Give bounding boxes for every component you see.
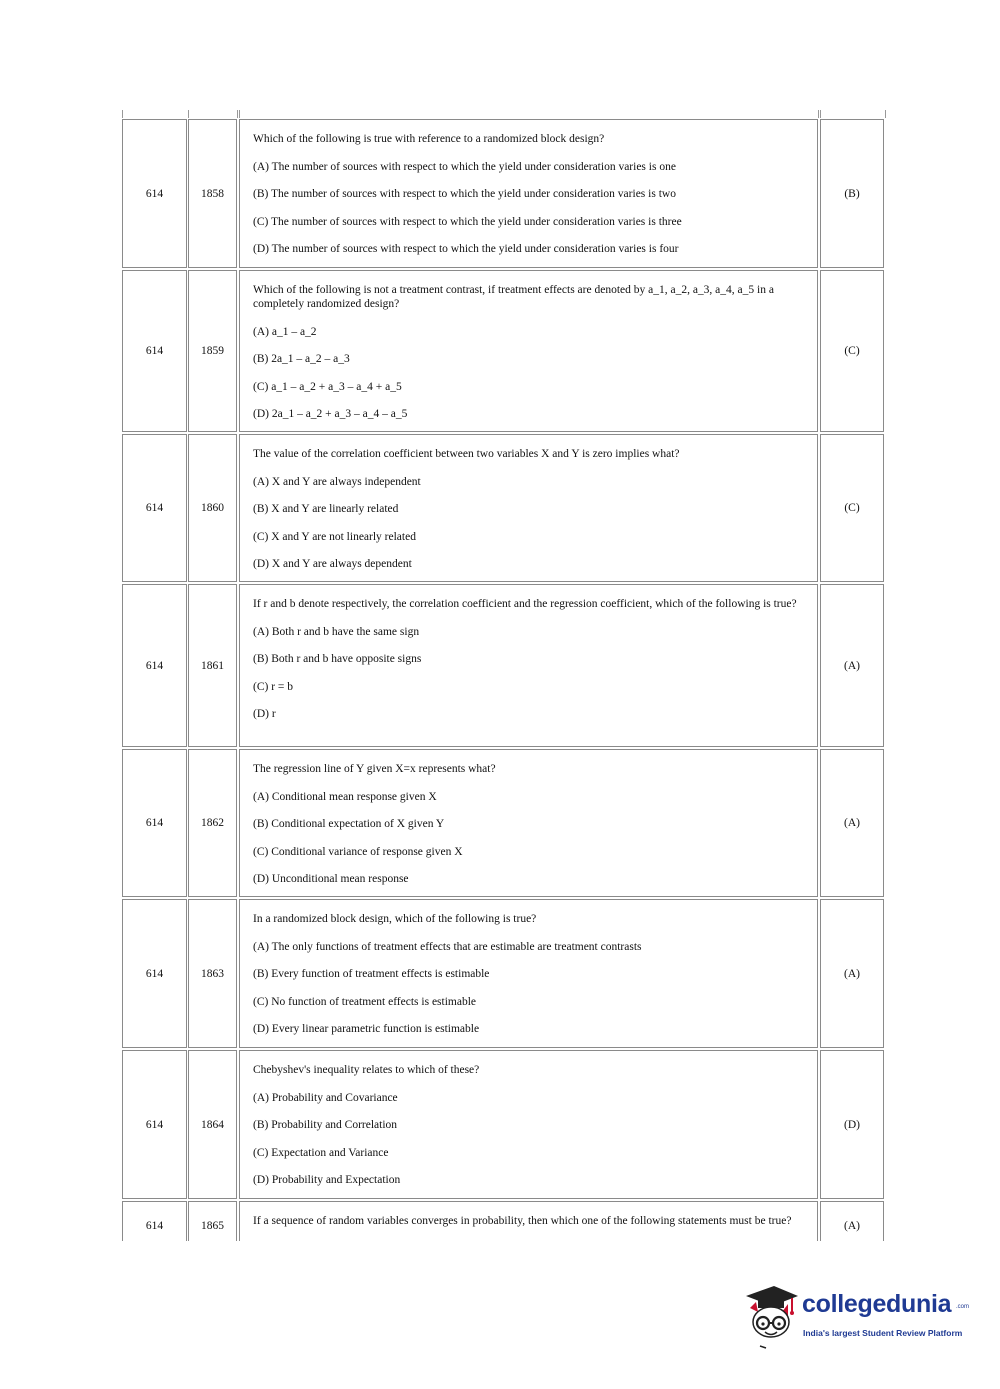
- option-a: (A) Both r and b have the same sign: [253, 625, 420, 638]
- option-a: (A) Conditional mean response given X: [253, 790, 437, 803]
- option-b: (B) Conditional expectation of X given Y: [253, 818, 445, 830]
- question-number-cell: 1861: [188, 584, 237, 747]
- question-cell: [239, 434, 818, 582]
- option-c: (C) Conditional variance of response given X: [253, 845, 463, 858]
- option-c: (C) No function of treatment effects is estimable: [253, 995, 477, 1008]
- option-d: (D) X and Y are always dependent: [253, 558, 412, 570]
- paper-cell: 614: [122, 584, 187, 747]
- option-d: (D) Every linear parametric function is estimable: [253, 1023, 480, 1035]
- table-row: [122, 749, 886, 897]
- answer-cell: (C): [820, 434, 884, 582]
- option-a: (A) X and Y are always independent: [253, 475, 421, 488]
- option-c: (C) X and Y are not linearly related: [253, 530, 416, 543]
- option-d: (D) The number of sources with respect to which the yield under consideration varies is four: [253, 243, 679, 255]
- question-text: The regression line of Y given X=x represents what?: [253, 763, 496, 775]
- answer-cell: (B): [820, 119, 884, 268]
- question-number-cell: 1862: [188, 749, 237, 897]
- question-text: Chebyshev's inequality relates to which of these?: [253, 1064, 480, 1076]
- option-c: (C) a_1 – a_2 + a_3 – a_4 + a_5: [253, 380, 402, 393]
- question-text: Which of the following is true with reference to a randomized block design?: [253, 133, 605, 145]
- answer-cell: (A): [820, 749, 884, 897]
- answer-cell: (A): [820, 584, 884, 747]
- question-cell: [239, 899, 818, 1048]
- paper-cell: 614: [122, 1050, 187, 1199]
- question-cell: [239, 584, 818, 747]
- option-c: (C) r = b: [253, 680, 294, 693]
- option-b: (B) Both r and b have opposite signs: [253, 653, 422, 665]
- question-text: Which of the following is not a treatment contrast, if treatment effects are denoted by a_1, a_2, a_3, a_4, a_5 in a completely randomized design?: [253, 284, 774, 310]
- table-row: [122, 1201, 886, 1241]
- question-number-cell: 1858: [188, 119, 237, 268]
- option-a: (A) Probability and Covariance: [253, 1091, 398, 1104]
- table-row: [122, 1050, 886, 1199]
- option-c: (C) The number of sources with respect to which the yield under consideration varies is three: [253, 215, 682, 228]
- paper-cell: 614: [122, 899, 187, 1048]
- question-number-cell: 1860: [188, 434, 237, 582]
- question-number-cell: 1859: [188, 270, 237, 432]
- answer-cell: (A): [820, 1201, 884, 1241]
- question-number-cell: 1863: [188, 899, 237, 1048]
- option-b: (B) The number of sources with respect to which the yield under consideration varies is two: [253, 188, 676, 200]
- answer-cell: (D): [820, 1050, 884, 1199]
- table-row: [122, 119, 886, 268]
- question-cell: [239, 119, 818, 268]
- option-d: (D) Probability and Expectation: [253, 1174, 401, 1186]
- paper-cell: 614: [122, 749, 187, 897]
- logo-wordmark: collegedunia: [802, 1290, 952, 1318]
- option-b: (B) 2a_1 – a_2 – a_3: [253, 353, 350, 365]
- table-top-edge: [122, 110, 886, 118]
- question-cell: [239, 1050, 818, 1199]
- paper-cell: 614: [122, 1201, 187, 1241]
- question-cell: [239, 270, 818, 432]
- question-table: [122, 110, 886, 1241]
- paper-cell: 614: [122, 434, 187, 582]
- option-a: (A) The only functions of treatment effects that are estimable are treatment contrasts: [253, 940, 642, 953]
- question-text: The value of the correlation coefficient between two variables X and Y is zero implies what?: [253, 448, 680, 460]
- option-d: (D) Unconditional mean response: [253, 873, 409, 885]
- question-cell: [239, 749, 818, 897]
- option-b: (B) X and Y are linearly related: [253, 503, 399, 515]
- question-text: If a sequence of random variables converges in probability, then which one of the following statements must be true?: [253, 1215, 792, 1227]
- option-d: (D) 2a_1 – a_2 + a_3 – a_4 – a_5: [253, 408, 408, 420]
- question-text: If r and b denote respectively, the correlation coefficient and the regression coefficient, which of the following is true?: [253, 598, 797, 610]
- option-a: (A) The number of sources with respect to which the yield under consideration varies is one: [253, 160, 676, 173]
- question-number-cell: 1865: [188, 1201, 237, 1241]
- option-a: (A) a_1 – a_2: [253, 325, 317, 338]
- paper-cell: 614: [122, 270, 187, 432]
- question-number-cell: 1864: [188, 1050, 237, 1199]
- paper-cell: 614: [122, 119, 187, 268]
- option-d: (D) r: [253, 708, 276, 720]
- mascot-icon: [740, 1282, 802, 1352]
- logo-tagline: India's largest Student Review Platform: [803, 1328, 963, 1338]
- question-cell: [239, 1201, 818, 1241]
- table-row: [122, 899, 886, 1048]
- table-row: [122, 584, 886, 747]
- collegedunia-logo: [740, 1282, 970, 1352]
- option-b: (B) Every function of treatment effects is estimable: [253, 968, 490, 980]
- answer-cell: (C): [820, 270, 884, 432]
- option-b: (B) Probability and Correlation: [253, 1119, 398, 1131]
- table-row: [122, 270, 886, 432]
- answer-cell: (A): [820, 899, 884, 1048]
- table-row: [122, 434, 886, 582]
- question-text: In a randomized block design, which of the following is true?: [253, 913, 537, 925]
- option-c: (C) Expectation and Variance: [253, 1146, 389, 1159]
- logo-domain-suffix: .com: [956, 1304, 970, 1310]
